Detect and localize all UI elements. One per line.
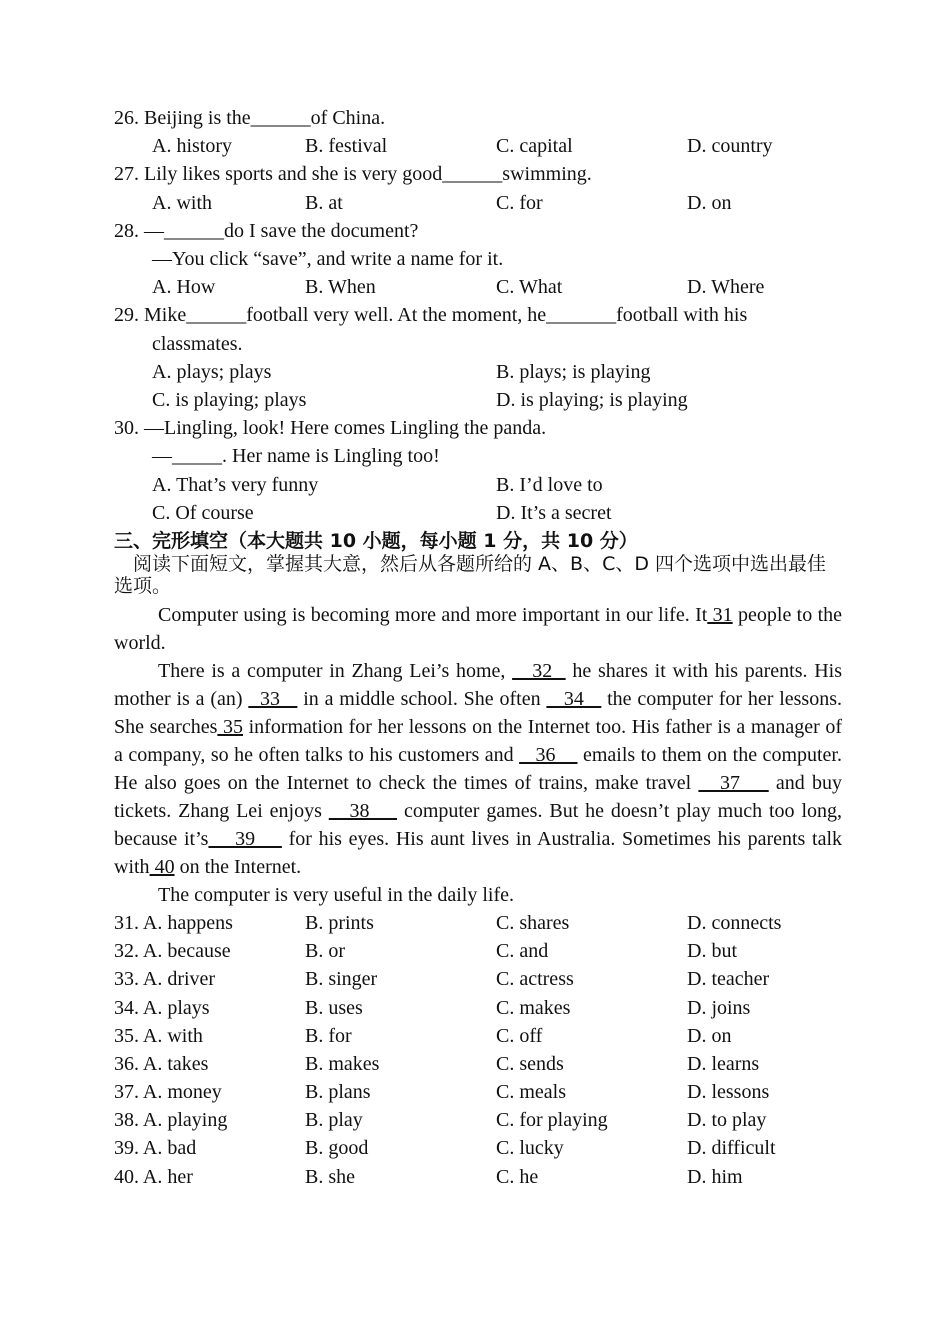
option-d: D. learns <box>687 1052 760 1075</box>
option-b: B. for <box>305 1024 352 1047</box>
option-d: D. on <box>687 1024 732 1047</box>
cloze-row-31 <box>114 909 842 937</box>
passage-text: in a middle school. She often <box>297 687 547 710</box>
question-28-options <box>114 273 842 301</box>
cloze-row-33 <box>114 965 842 993</box>
option-d: D. him <box>687 1165 743 1188</box>
question-29-options-row1 <box>114 358 842 386</box>
option-b: B. prints <box>305 911 374 934</box>
option-b: B. festival <box>305 135 388 158</box>
option-a: 40. A. her <box>114 1165 193 1188</box>
question-29-stem: 29. Mike______football very well. At the moment, he_______football with his <box>114 304 748 327</box>
option-b: B. When <box>305 276 376 299</box>
passage-text: on the Internet. <box>174 855 302 878</box>
cloze-row-38 <box>114 1106 842 1134</box>
option-a: 35. A. with <box>114 1024 203 1047</box>
blank-36: 36 <box>519 743 578 766</box>
question-26-options <box>114 132 842 160</box>
option-c: C. actress <box>496 968 574 991</box>
option-b: B. makes <box>305 1052 380 1075</box>
question-30-options-row2 <box>114 499 842 527</box>
passage-text: for his eyes. His aunt lives in Australia. Sometimes his parents talk with <box>114 827 843 878</box>
option-b: B. she <box>305 1165 355 1188</box>
option-a: 31. A. happens <box>114 911 233 934</box>
option-b: B. uses <box>305 996 363 1019</box>
question-29-stem-continued: classmates. <box>152 332 243 355</box>
option-a: 36. A. takes <box>114 1052 209 1075</box>
option-b: B. good <box>305 1137 369 1160</box>
question-28-response: —You click “save”, and write a name for it. <box>152 247 504 270</box>
option-c: C. What <box>496 276 563 299</box>
passage-paragraph-2 <box>114 657 842 881</box>
option-a: 34. A. plays <box>114 996 210 1019</box>
passage-text: information for her lessons on the Internet too. His father is a manager of a company, so he often talks to his customers and <box>114 715 843 766</box>
passage-text: the computer for her lessons. She searches <box>114 687 842 738</box>
option-a: 38. A. playing <box>114 1109 228 1132</box>
option-b: B. I’d love to <box>496 473 603 496</box>
cloze-row-35 <box>114 1022 842 1050</box>
blank-40: 40 <box>149 855 175 878</box>
option-d: D. to play <box>687 1109 767 1132</box>
option-d: D. country <box>687 135 773 158</box>
option-c: C. for playing <box>496 1109 608 1132</box>
cloze-row-36 <box>114 1050 842 1078</box>
option-c: C. capital <box>496 135 573 158</box>
option-d: D. difficult <box>687 1137 776 1160</box>
option-d: D. on <box>687 191 732 214</box>
blank-33: 33 <box>248 687 298 710</box>
option-c: C. for <box>496 191 543 214</box>
blank-31: 31 <box>707 603 733 626</box>
option-a: 33. A. driver <box>114 968 216 991</box>
option-a: 37. A. money <box>114 1081 222 1104</box>
passage-text: Computer using is becoming more and more important in our life. It <box>158 603 708 626</box>
section-instruction: 阅读下面短文，掌握其大意，然后从各题所给的 A、B、C、D 四个选项中选出最佳选项。 <box>114 552 827 597</box>
passage-text: emails to them on the computer. He also goes on the Internet to check the times of trains, make travel <box>114 743 842 794</box>
passage-text: and buy tickets. Zhang Lei enjoys <box>114 771 842 822</box>
blank-38: 38 <box>328 799 398 822</box>
option-c: C. he <box>496 1165 539 1188</box>
option-c: C. lucky <box>496 1137 564 1160</box>
option-b: B. plans <box>305 1081 371 1104</box>
blank-34: 34 <box>546 687 602 710</box>
question-27-options <box>114 189 842 217</box>
option-c: C. off <box>496 1024 543 1047</box>
passage-text: he shares it with his parents. His mother is a (an) <box>114 659 843 710</box>
option-b: B. plays; is playing <box>496 360 651 383</box>
option-d: D. It’s a secret <box>496 501 612 524</box>
question-30-stem: 30. —Lingling, look! Here comes Lingling the panda. <box>114 417 547 440</box>
cloze-row-34 <box>114 994 842 1022</box>
passage-text: people to the world. <box>114 603 843 654</box>
option-b: B. play <box>305 1109 363 1132</box>
option-c: C. sends <box>496 1052 564 1075</box>
option-c: C. is playing; plays <box>152 388 307 411</box>
option-d: D. Where <box>687 276 765 299</box>
option-a: A. history <box>152 135 232 158</box>
option-d: D. lessons <box>687 1081 770 1104</box>
option-a: 39. A. bad <box>114 1137 197 1160</box>
option-a: 32. A. because <box>114 940 231 963</box>
cloze-row-37 <box>114 1078 842 1106</box>
option-d: D. joins <box>687 996 751 1019</box>
option-a: A. How <box>152 276 216 299</box>
blank-37: 37 <box>698 771 769 794</box>
option-d: D. is playing; is playing <box>496 388 688 411</box>
question-28-stem: 28. —______do I save the document? <box>114 219 419 242</box>
option-d: D. teacher <box>687 968 770 991</box>
option-c: C. shares <box>496 911 570 934</box>
passage-text: There is a computer in Zhang Lei’s home, <box>158 659 513 682</box>
option-b: B. at <box>305 191 343 214</box>
option-a: A. That’s very funny <box>152 473 319 496</box>
option-c: C. makes <box>496 996 571 1019</box>
section-title: 三、完形填空（本大题共 10 小题，每小题 1 分，共 10 分） <box>114 529 638 552</box>
question-29-options-row2 <box>114 386 842 414</box>
blank-39: 39 <box>208 827 282 850</box>
option-d: D. but <box>687 940 737 963</box>
cloze-row-40 <box>114 1163 842 1191</box>
question-27-stem: 27. Lily likes sports and she is very good______swimming. <box>114 163 592 186</box>
passage-text: computer games. But he doesn’t play much too long, because it’s <box>114 799 843 850</box>
option-c: C. meals <box>496 1081 566 1104</box>
option-a: A. plays; plays <box>152 360 272 383</box>
passage-paragraph-1 <box>114 601 842 657</box>
cloze-row-39 <box>114 1134 842 1162</box>
option-b: B. or <box>305 940 345 963</box>
cloze-options <box>114 909 842 1191</box>
question-30-options-row1 <box>114 471 842 499</box>
passage-paragraph-3: The computer is very useful in the daily life. <box>158 883 515 906</box>
option-d: D. connects <box>687 911 782 934</box>
blank-35: 35 <box>217 715 243 738</box>
exam-page <box>114 104 842 1191</box>
option-c: C. and <box>496 940 549 963</box>
blank-32: 32 <box>512 659 566 682</box>
option-c: C. Of course <box>152 501 254 524</box>
cloze-row-32 <box>114 937 842 965</box>
option-b: B. singer <box>305 968 378 991</box>
question-30-response: —_____. Her name is Lingling too! <box>152 445 440 468</box>
option-a: A. with <box>152 191 212 214</box>
question-26-stem: 26. Beijing is the______of China. <box>114 107 386 129</box>
